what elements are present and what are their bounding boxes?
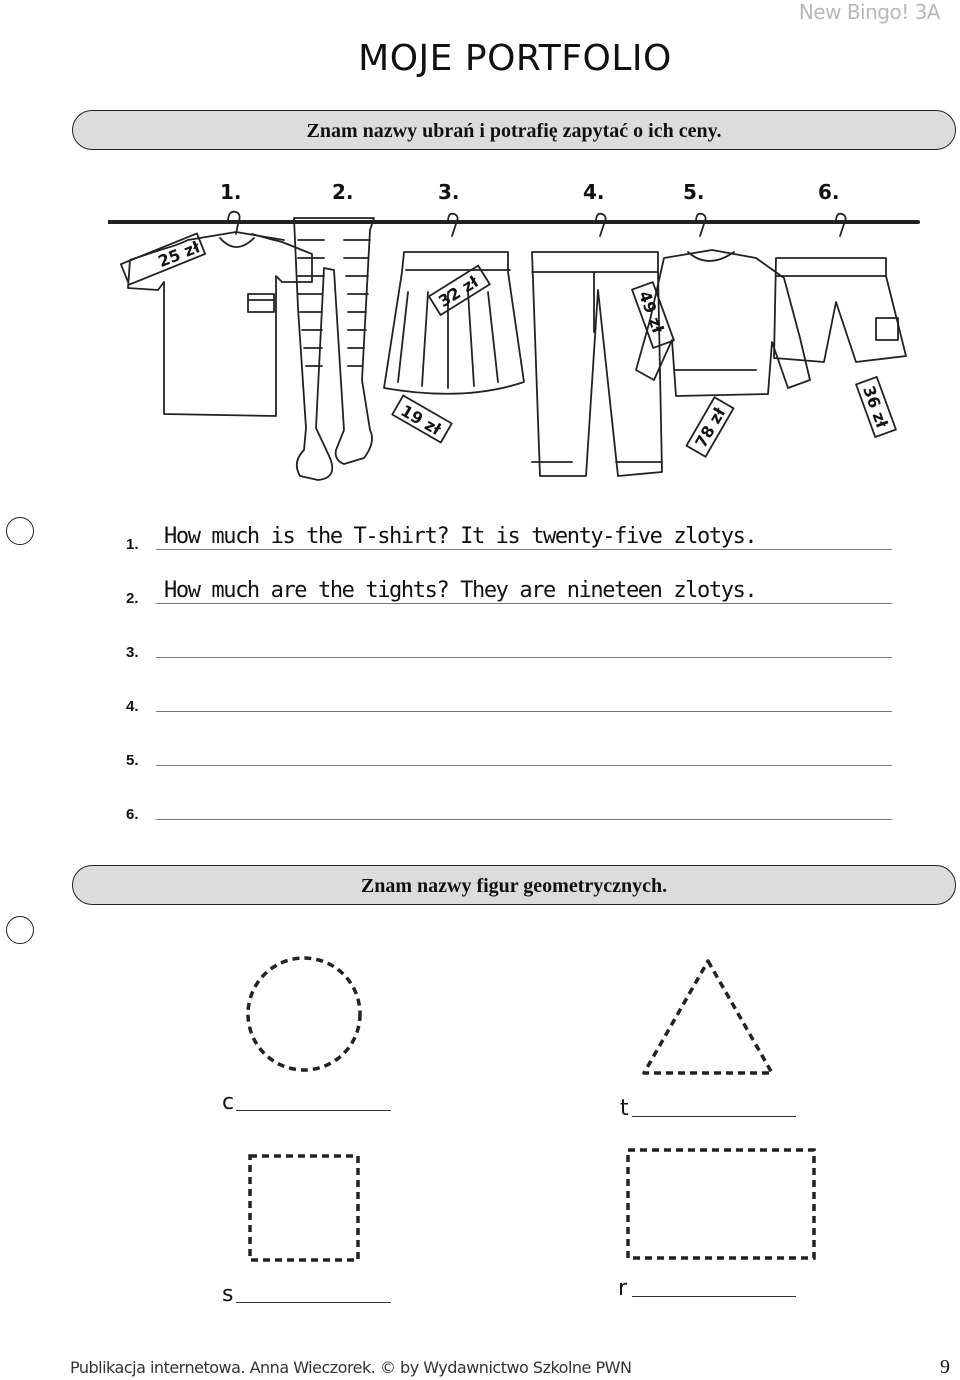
- clothes-line-illustration: [108, 200, 920, 500]
- answer-line[interactable]: [156, 711, 892, 712]
- price-tag-jumper: 78 zł: [691, 404, 730, 452]
- dotted-circle-shape: [240, 950, 370, 1080]
- column-number: 5.: [683, 180, 705, 204]
- answer-line[interactable]: [156, 819, 892, 820]
- dotted-rectangle-shape: [620, 1142, 820, 1264]
- column-number: 2.: [332, 180, 354, 204]
- column-number: 1.: [220, 180, 242, 204]
- footer-credit: Publikacja internetowa. Anna Wieczorek. © by Wydawnictwo Szkolne PWN: [70, 1358, 632, 1377]
- answer-line[interactable]: [236, 1302, 391, 1303]
- dotted-triangle-shape: [636, 955, 786, 1080]
- tshirt-drawing: [121, 212, 312, 416]
- shape-label-t: t: [620, 1096, 629, 1121]
- column-number: 6.: [818, 180, 840, 204]
- answer-number: 1.: [126, 536, 139, 553]
- page-title: MOJE PORTFOLIO: [358, 38, 672, 79]
- price-tag-skirt: 32 zł: [435, 272, 482, 311]
- answer-line[interactable]: [156, 549, 892, 550]
- trousers-drawing: [532, 214, 674, 476]
- shape-label-s: s: [222, 1282, 234, 1307]
- answer-number: 2.: [126, 590, 139, 607]
- section-banner-clothes: Znam nazwy ubrań i potrafię zapytać o ich ceny.: [72, 110, 956, 150]
- shape-label-r: r: [618, 1276, 628, 1301]
- answer-number: 4.: [126, 698, 139, 715]
- dotted-square-shape: [244, 1150, 364, 1266]
- answer-line[interactable]: [156, 765, 892, 766]
- price-tag-shorts: 36 zł: [859, 383, 892, 431]
- answer-line[interactable]: [236, 1110, 391, 1111]
- price-tag-trousers: 49 zł: [635, 288, 668, 336]
- answer-line[interactable]: [632, 1296, 796, 1297]
- shape-label-c: c: [222, 1090, 235, 1115]
- answer-line[interactable]: [156, 657, 892, 658]
- answer-text: How much are the tights? They are nineteen zlotys.: [164, 578, 757, 603]
- answer-number: 6.: [126, 806, 139, 823]
- skirt-drawing: [384, 214, 524, 394]
- jumper-drawing: [636, 214, 810, 457]
- answer-text: How much is the T-shirt? It is twenty-five zlotys.: [164, 524, 757, 549]
- price-tag-tights: 19 zł: [397, 401, 445, 440]
- price-tag-tshirt: 25 zł: [155, 237, 203, 272]
- section-banner-shapes: Znam nazwy figur geometrycznych.: [72, 865, 956, 905]
- tights-drawing: [294, 218, 452, 480]
- answer-line[interactable]: [156, 603, 892, 604]
- shorts-drawing: [774, 214, 906, 437]
- answer-number: 3.: [126, 644, 139, 661]
- self-assessment-circle[interactable]: [6, 517, 34, 545]
- page-number: 9: [940, 1356, 950, 1378]
- self-assessment-circle[interactable]: [6, 916, 34, 944]
- answer-line[interactable]: [632, 1116, 796, 1117]
- column-number: 3.: [438, 180, 460, 204]
- column-number: 4.: [583, 180, 605, 204]
- answer-number: 5.: [126, 752, 139, 769]
- series-label: New Bingo! 3A: [798, 0, 940, 24]
